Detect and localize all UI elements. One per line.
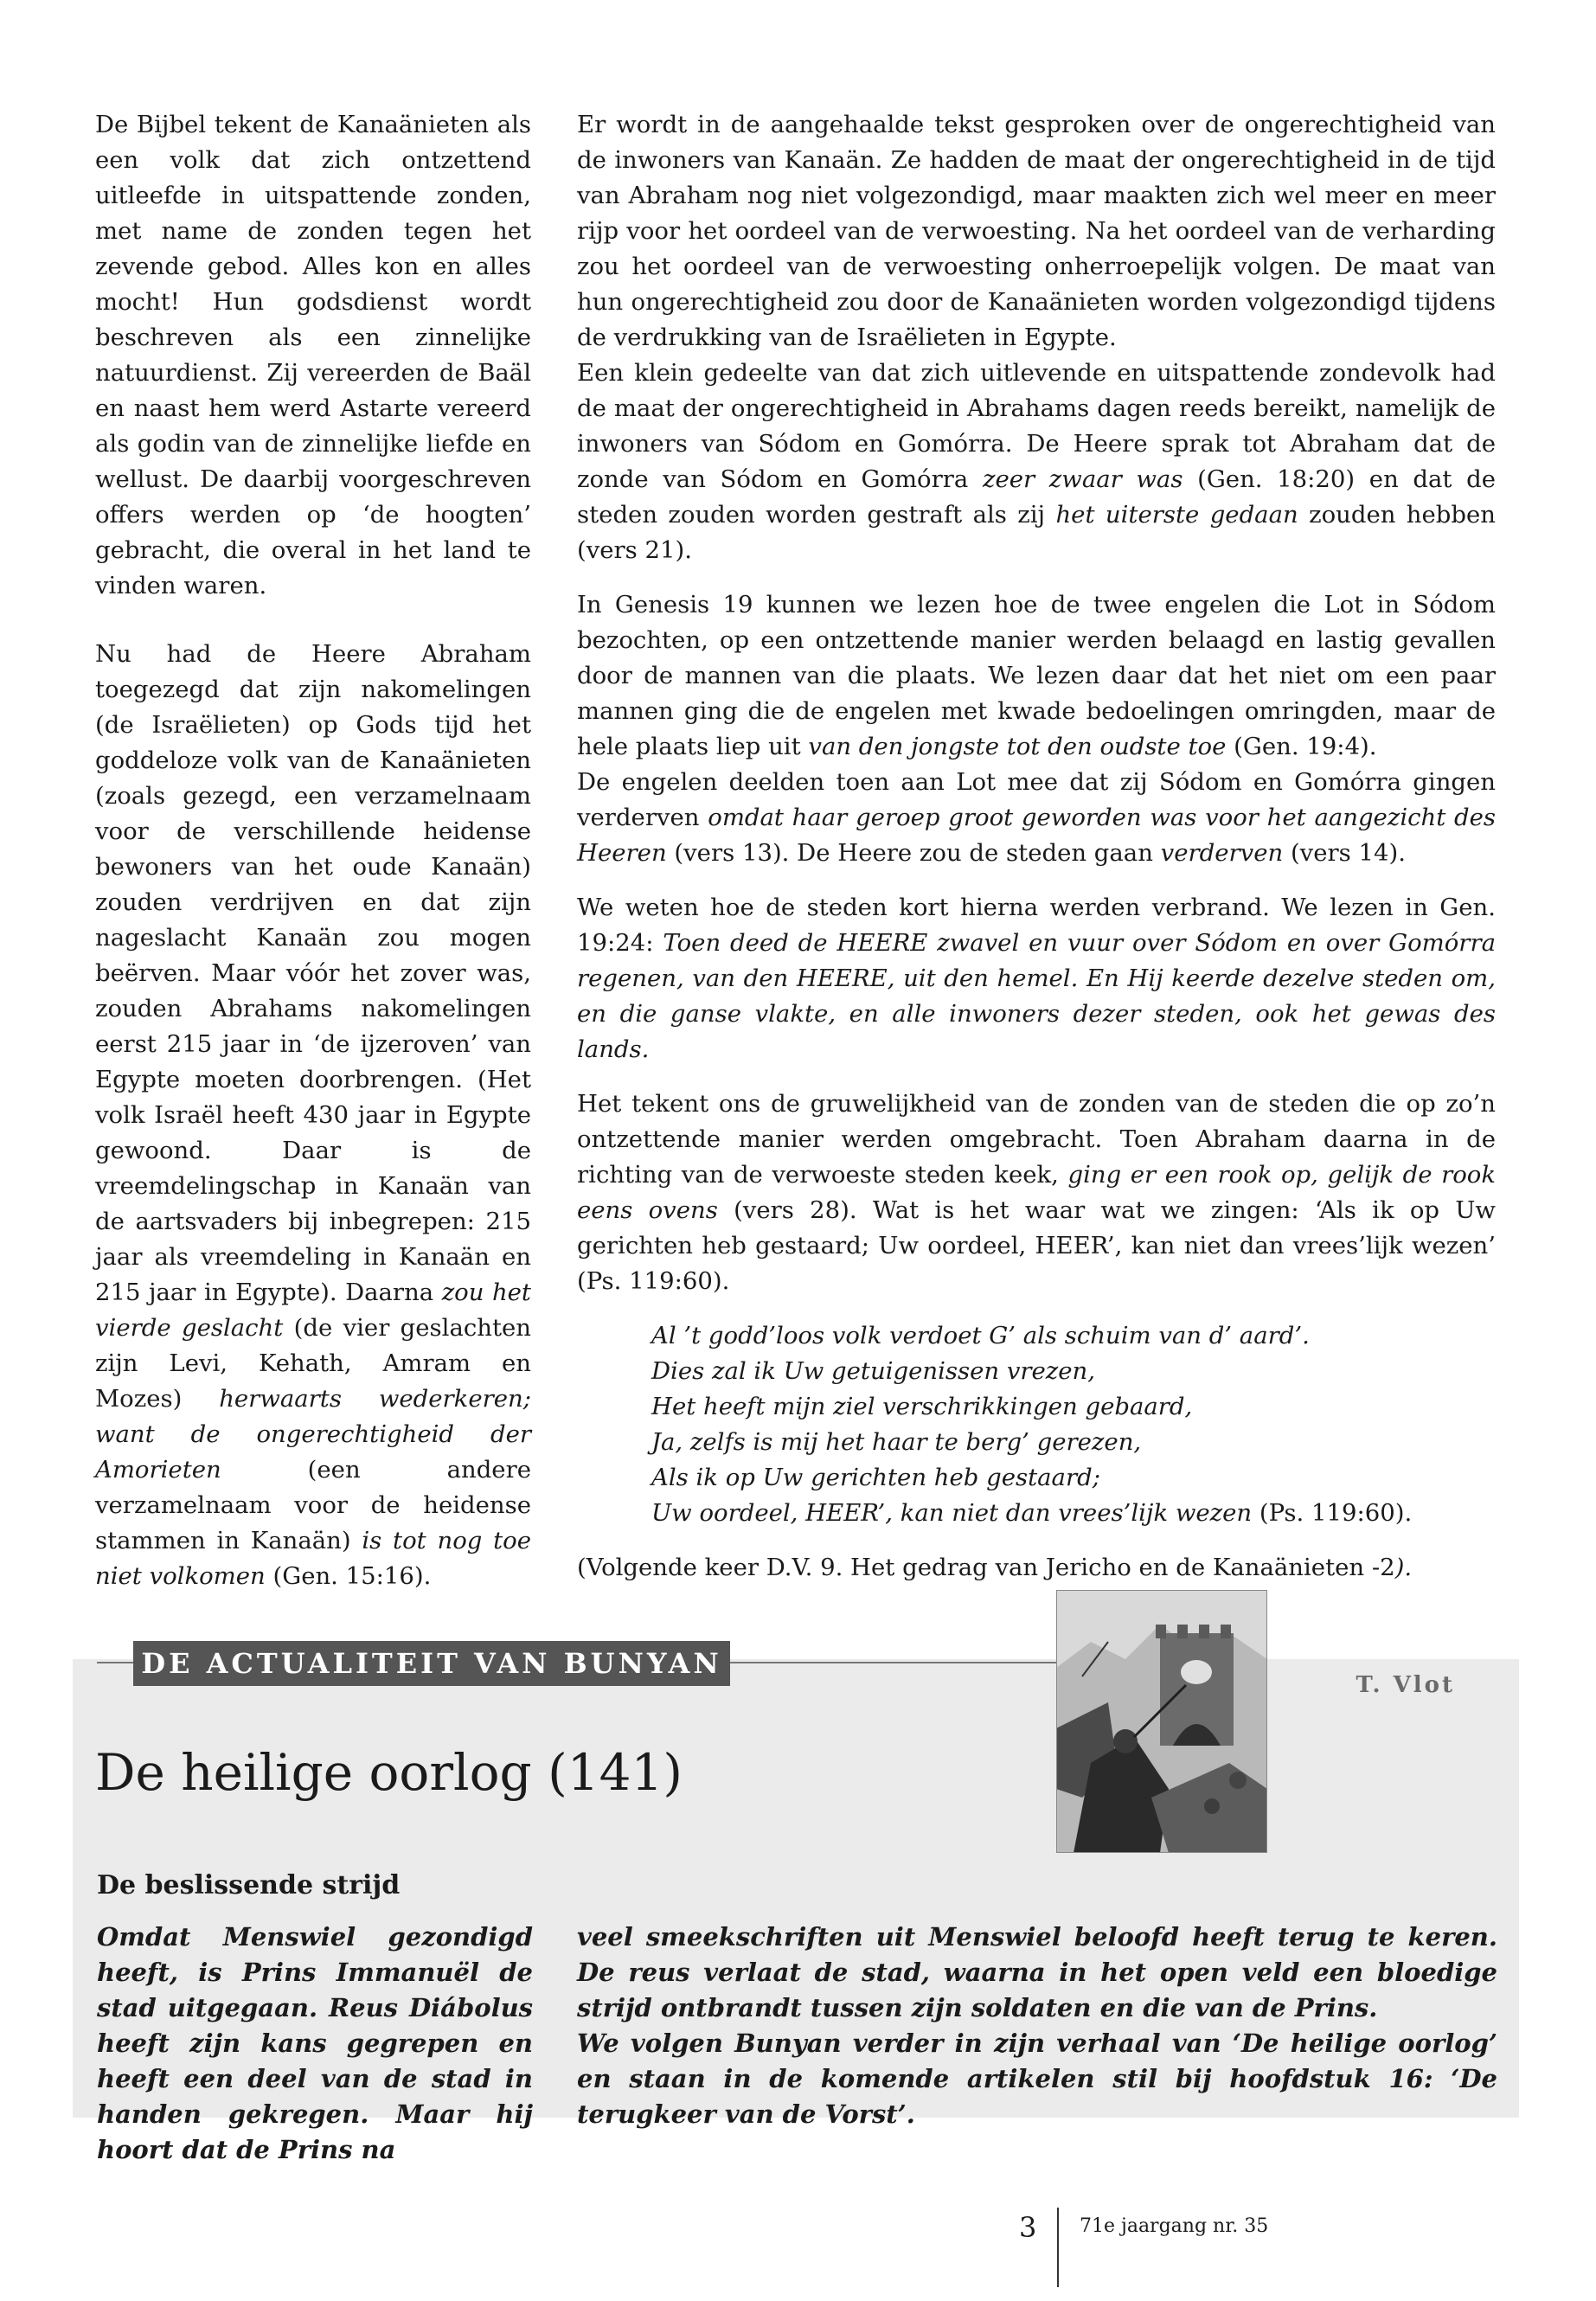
- section-kicker: DE ACTUALITEIT VAN BUNYAN: [133, 1641, 730, 1686]
- intro-text-right: veel smeekschriften uit Menswiel beloofd heeft terug te keren. De reus verlaat de stad, waarna in het open veld een bloedige strijd ontbrandt tussen zijn soldaten en die van de Prins. We volgen Bunyan verder in zijn verhaal van ‘De heilige oorlog’ en staan in de komende artikelen stil bij hoofdstuk 16: ‘De terugkeer van de Vorst’.: [577, 1922, 1497, 2129]
- poem-line: Dies zal ik Uw getuigenissen vrezen,: [651, 1357, 1095, 1385]
- article-subtitle: De beslissende strijd: [97, 1870, 401, 1900]
- woodcut-illustration: [1056, 1590, 1267, 1853]
- psalm-reference: (Ps. 119:60).: [1259, 1499, 1413, 1527]
- page-number: 3: [1019, 2211, 1037, 2244]
- next-episode-note: (Volgende keer D.V. 9. Het gedrag van Jericho en de Kanaänieten -2).: [577, 1554, 1413, 1581]
- poem-line: Het heeft mijn ziel verschrikkingen gebaard,: [651, 1393, 1193, 1420]
- paragraph: De Bijbel tekent de Kanaänieten als een volk dat zich ontzettend uitleefde in uitspattende zonden, met name de zonden tegen het zevende gebod. Alles kon en alles mocht! Hun godsdienst wordt beschreven als een zinnelijke natuurdienst. Zij vereerden de Baäl en naast hem werd Astarte vereerd als godin van de zinnelijke liefde en wellust. De daarbij voorgeschreven offers werden op ‘de hoogten’ gebracht, die overal in het land te vinden waren.: [95, 111, 531, 599]
- paragraph: We weten hoe de steden kort hierna werden verbrand. We lezen in Gen. 19:24: Toen deed de HEERE zwavel en vuur over Sódom en over Gomórra regenen, van den HEERE, uit den hemel. En Hij keerde dezelve steden om, en die ganse vlakte, en alle inwoners dezer steden, ook het gewas des lands.: [577, 894, 1496, 1063]
- paragraph: Een klein gedeelte van dat zich uitlevende en uitspattende zondevolk had de maat der ongerechtigheid in Abrahams dagen reeds bereikt, namelijk de inwoners van Sódom en Gomórra. De Heere sprak tot Abraham dat de zonde van Sódom en Gomórra zeer zwaar was (Gen. 18:20) en dat de steden zouden worden gestraft als zij het uiterste gedaan zouden hebben (vers 21).: [577, 359, 1496, 564]
- psalm-quote: [651, 1318, 1496, 1531]
- footer-divider: [1057, 2208, 1059, 2287]
- volume-info: 71e jaargang nr. 35: [1080, 2215, 1269, 2237]
- paragraph: Nu had de Heere Abraham toegezegd dat zijn nakomelingen (de Israëlieten) op Gods tijd het goddeloze volk van de Kanaänieten (zoals gezegd, een verzamelnaam voor de verschillende heidense bewoners van het oude Kanaän) zouden verdrijven en dat zijn nageslacht Kanaän zou mogen beërven. Maar vóór het zover was, zouden Abrahams nakomelingen eerst 215 jaar in ‘de ijzeroven’ van Egypte moeten doorbrengen. (Het volk Israël heeft 430 jaar in Egypte gewoond. Daar is de vreemdelingschap in Kanaän van de aartsvaders bij inbegrepen: 215 jaar als vreemdeling in Kanaän en 215 jaar in Egypte). Daarna zou het vierde geslacht (de vier geslachten zijn Levi, Kehath, Amram en Mozes) herwaarts wederkeren; want de ongerechtigheid der Amorieten (een andere verzamelnaam voor de heidense stammen in Kanaän) is tot nog toe niet volkomen (Gen. 15:16).: [95, 640, 532, 1590]
- author-name: T. Vlot: [1356, 1672, 1455, 1698]
- poem-line: Al ’t godd’loos volk verdoet G’ als schuim van d’ aard’.: [651, 1322, 1310, 1349]
- paragraph: Het tekent ons de gruwelijkheid van de zonden van de steden die op zo’n ontzettende manier werden omgebracht. Toen Abraham daarna in de richting van de verwoeste steden keek, ging er een rook op, gelijk de rook eens ovens (vers 28). Wat is het waar wat we zingen: ‘Als ik op Uw gerichten heb gestaard; Uw oordeel, HEER’, kan niet dan vrees’lijk wezen’ (Ps. 119:60).: [577, 1090, 1496, 1295]
- left-column: [95, 107, 531, 1594]
- paragraph: In Genesis 19 kunnen we lezen hoe de twee engelen die Lot in Sódom bezochten, op een ontzettende manier werden belaagd en lastig gevallen door de mannen van die plaats. We lezen daar dat het niet om een paar mannen ging die de engelen met kwade bedoelingen omringden, maar de hele plaats liep uit van den jongste tot den oudste toe (Gen. 19:4).: [577, 591, 1496, 760]
- intro-text-left: Omdat Menswiel gezondigd heeft, is Prins Immanuël de stad uitgegaan. Reus Diábolus heeft zijn kans gegrepen en heeft een deel van de stad in handen gekregen. Maar hij hoort dat de Prins na: [97, 1922, 533, 2164]
- poem-line: Uw oordeel, HEER’, kan niet dan vrees’lijk wezen: [651, 1499, 1253, 1527]
- right-column: [577, 107, 1496, 1586]
- paragraph: Er wordt in de aangehaalde tekst gesproken over de ongerechtigheid van de inwoners van Kanaän. Ze hadden de maat der ongerechtigheid in de tijd van Abraham nog niet volgezondigd, maar maakten zich wel meer en meer rijp voor het oordeel van de verwoesting. Na het oordeel van de verharding zou het oordeel van de verwoesting onherroepelijk volgen. De maat van hun ongerechtigheid zou door de Kanaänieten worden volgezondigd tijdens de verdrukking van de Israëlieten in Egypte.: [577, 111, 1496, 351]
- article-title: De heilige oorlog (141): [95, 1743, 683, 1802]
- poem-line: Als ik op Uw gerichten heb gestaard;: [651, 1464, 1100, 1491]
- paragraph: De engelen deelden toen aan Lot mee dat zij Sódom en Gomórra gingen verderven omdat haar geroep groot geworden was voor het aangezicht des Heeren (vers 13). De Heere zou de steden gaan verderven (vers 14).: [577, 768, 1497, 867]
- poem-line: Ja, zelfs is mij het haar te berg’ gerezen,: [651, 1428, 1142, 1456]
